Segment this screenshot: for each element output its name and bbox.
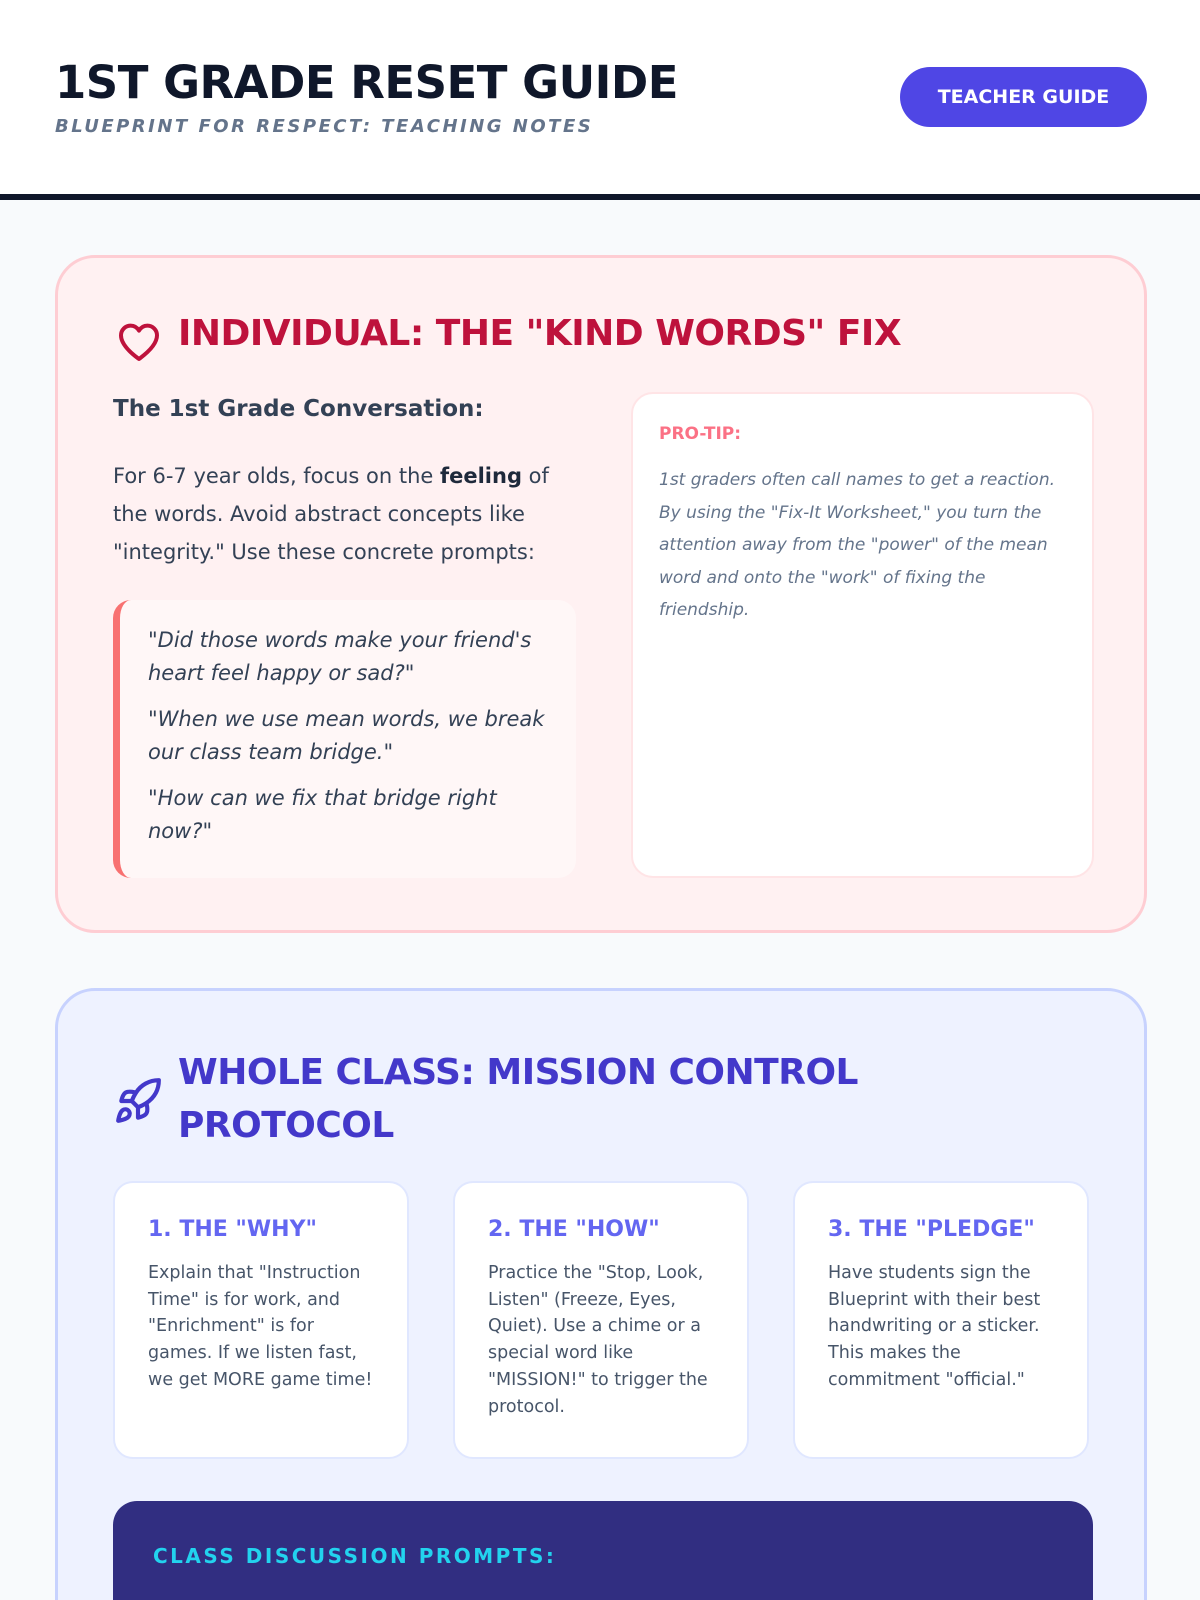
page-title: 1ST GRADE RESET GUIDE: [55, 56, 678, 109]
step-card-how: [453, 1181, 749, 1459]
discussion-label: CLASS DISCUSSION PROMPTS:: [153, 1544, 557, 1568]
conversation-body-start: For 6-7 year olds, focus on the: [113, 464, 440, 488]
conversation-body-emphasis: feeling: [439, 464, 522, 488]
teacher-guide-button[interactable]: TEACHER GUIDE: [900, 67, 1147, 127]
step-text: Practice the "Stop, Look, Listen" (Freeze, Eyes, Quiet). Use a chime or a special word like "MISSION!" to trigger the protocol.: [488, 1263, 708, 1417]
heart-icon: [113, 318, 165, 366]
discussion-prompts-panel: [113, 1501, 1093, 1600]
whole-class-section: [55, 988, 1147, 1600]
step-title: 1. THE "WHY": [148, 1217, 317, 1242]
page-header: [0, 0, 1200, 200]
protip-box: [631, 392, 1094, 878]
protip-text: 1st graders often call names to get a reaction. By using the "Fix-It Worksheet," you turn the attention away from the "power" of the mean word and onto the "work" of fixing the friendship.: [659, 470, 1056, 620]
prompt-quote: "How can we fix that bridge right now?": [148, 786, 497, 843]
step-card-pledge: [793, 1181, 1089, 1459]
protip-label: PRO-TIP:: [659, 424, 742, 444]
whole-class-title: WHOLE CLASS: MISSION CONTROL PROTOCOL: [178, 1052, 858, 1146]
step-title: 2. THE "HOW": [488, 1217, 660, 1242]
prompt-quotes: [113, 600, 576, 878]
page-subtitle: BLUEPRINT FOR RESPECT: TEACHING NOTES: [55, 116, 594, 137]
conversation-body: [113, 457, 563, 571]
conversation-body-end: of the words. Avoid abstract concepts like "integrity." Use these concrete prompts:: [113, 464, 549, 564]
step-text: Explain that "Instruction Time" is for work, and "Enrichment" is for games. If we listen fast, we get MORE game time!: [148, 1263, 373, 1390]
individual-section: [55, 255, 1147, 933]
prompt-quote: "Did those words make your friend's heart feel happy or sad?": [148, 628, 532, 685]
rocket-icon: [113, 1076, 163, 1126]
step-text: Have students sign the Blueprint with their best handwriting or a sticker. This makes the commitment "official.": [828, 1263, 1041, 1390]
step-card-why: [113, 1181, 409, 1459]
conversation-heading: The 1st Grade Conversation:: [113, 396, 484, 422]
individual-title: INDIVIDUAL: THE "KIND WORDS" FIX: [178, 313, 902, 354]
step-title: 3. THE "PLEDGE": [828, 1217, 1035, 1242]
prompt-quote: "When we use mean words, we break our class team bridge.": [148, 707, 545, 764]
